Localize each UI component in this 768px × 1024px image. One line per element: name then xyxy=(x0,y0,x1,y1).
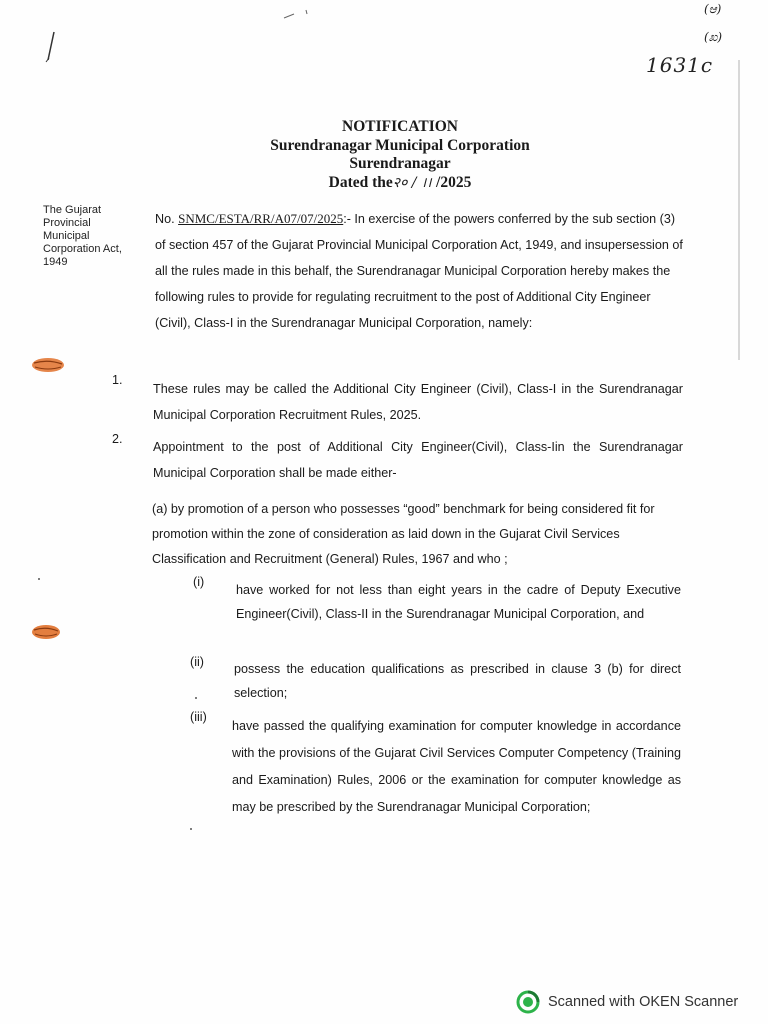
dated-line xyxy=(200,174,600,193)
scanner-watermark xyxy=(516,990,738,1014)
handwritten-mark-1: (ಆ) xyxy=(704,2,722,16)
margin-note: The Gujarat Provincial Municipal Corporation Act, 1949 xyxy=(43,204,122,268)
speck xyxy=(190,828,192,830)
ink-smudge xyxy=(30,622,62,642)
clause-label: (a) xyxy=(152,502,168,516)
handwritten-file-number: 1631c xyxy=(646,53,714,77)
speck xyxy=(38,578,40,580)
organization-name: Surendranagar Municipal Corporation xyxy=(270,136,530,154)
no-label: No. xyxy=(155,212,175,226)
handwritten-mark-2: (ಖ) xyxy=(704,30,723,44)
rule-number: 1. xyxy=(112,373,123,387)
scanner-text: Scanned with OKEN Scanner xyxy=(548,994,739,1010)
subclause-text: have passed the qualifying examination for computer knowledge in accordance with the provisions of the Gujarat Civil Services Computer Competency (Training and Examination) Rules, 2006 or the examination for computer knowledge as may be prescribed by the Surendranagar Municipal Corporation; xyxy=(232,719,681,814)
subclause-label: (ii) xyxy=(190,655,204,669)
speck xyxy=(195,697,197,699)
notification-header xyxy=(200,118,600,192)
intro-text: :- In exercise of the powers conferred by the sub section (3) of section 457 of the Gujarat Provincial Municipal Corporation Act, 1949, and insupersession of all the rules made in this behalf, the Surendranagar Municipal Corporation hereby makes the following rules to provide for regulating recruitment to the post of Additional City Engineer (Civil), Class-I in the Surendranagar Municipal Corporation, namely: xyxy=(155,212,683,330)
rule-text: These rules may be called the Additional City Engineer (Civil), Class-I in the Surendranagar Municipal Corporation Recruitment Rules, 2025. xyxy=(153,382,683,422)
clause-text: by promotion of a person who possesses “good” benchmark for being considered fit for promotion within the zone of consideration as laid down in the Gujarat Civil Services Classification and Recruitment (General) Rules, 1967 and who ; xyxy=(152,502,655,566)
clause-a xyxy=(152,497,684,572)
subclause-label: (i) xyxy=(193,575,205,589)
oken-scanner-logo-icon xyxy=(516,990,540,1014)
pen-mark xyxy=(40,30,60,64)
reference-number: SNMC/ESTA/RR/A07/07/2025 xyxy=(178,211,344,226)
rule-number: 2. xyxy=(112,432,123,446)
dated-handwritten: २० / ।। xyxy=(392,174,437,191)
rule-text: Appointment to the post of Additional City Engineer(Civil), Class-Iin the Surendranagar Municipal Corporation shall be made either- xyxy=(153,440,683,480)
dated-label: Dated the xyxy=(328,173,393,191)
subclause-label: (iii) xyxy=(190,710,207,724)
city-name: Surendranagar xyxy=(349,155,451,172)
dated-year: /2025 xyxy=(436,173,472,191)
subclause-text: possess the education qualifications as prescribed in clause 3 (b) for direct selection; xyxy=(234,662,681,700)
subclause-text: have worked for not less than eight years in the cadre of Deputy Executive Engineer(Civil), Class-II in the Surendranagar Municipal Corporation, and xyxy=(236,583,681,621)
pen-mark-top xyxy=(282,8,312,22)
notification-title: NOTIFICATION xyxy=(342,118,458,135)
scan-shadow xyxy=(738,60,740,360)
intro-paragraph xyxy=(155,206,685,336)
ink-smudge xyxy=(30,355,66,375)
